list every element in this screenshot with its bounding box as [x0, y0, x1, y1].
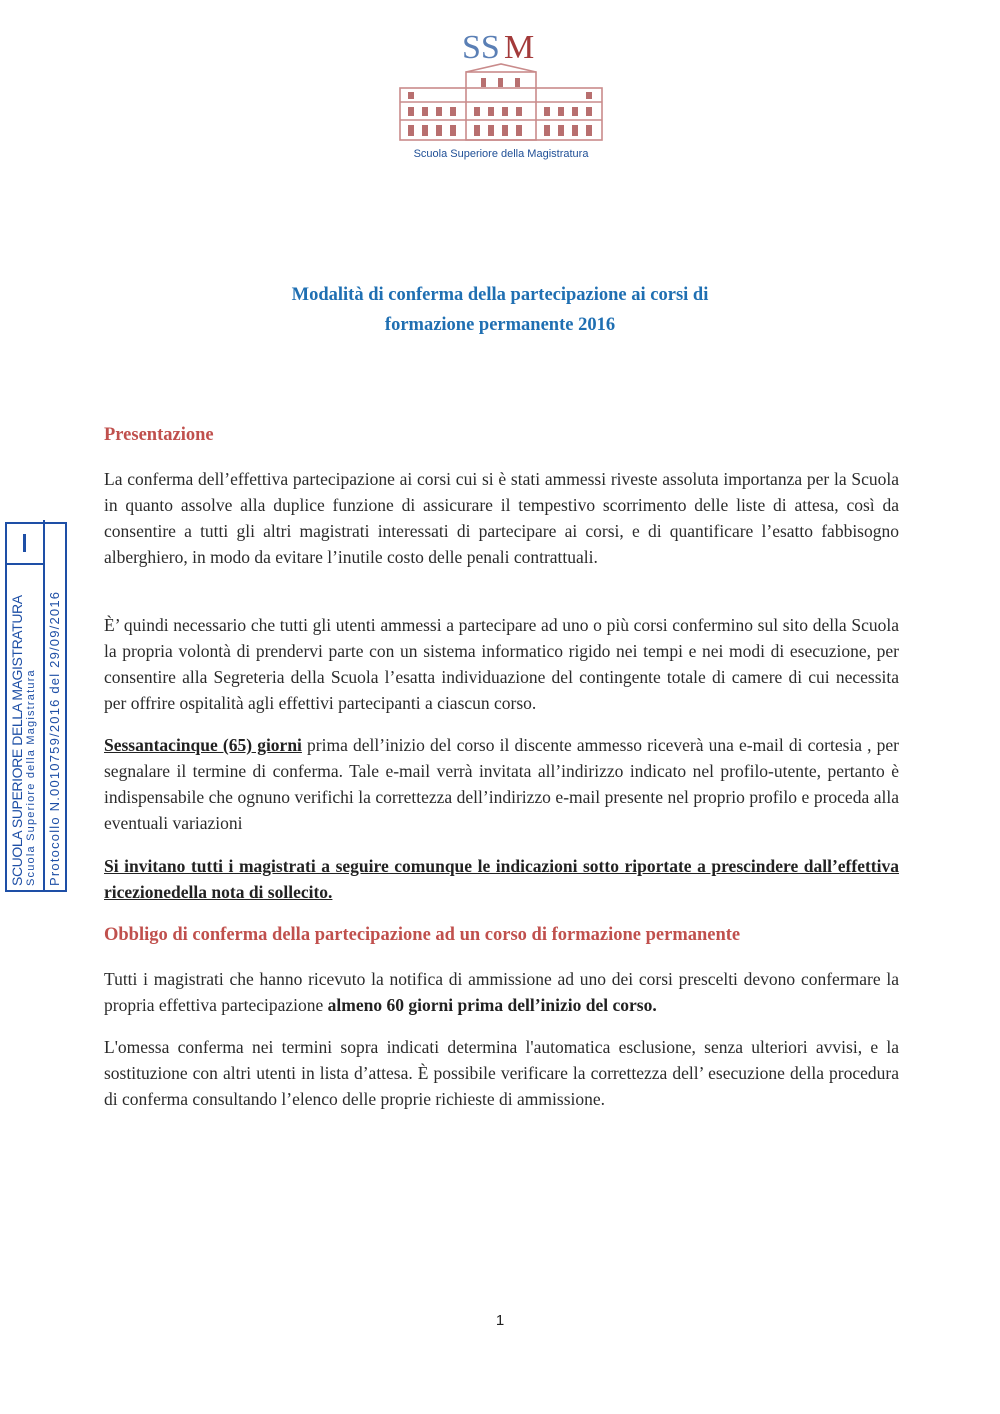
svg-text:SS: SS: [462, 29, 500, 66]
stamp-divider-vertical: [7, 563, 43, 565]
paragraph-obbligo-1: [104, 966, 899, 1018]
paragraph-presentazione-2: È’ quindi necessario che tutti gli utenti ammessi a partecipare ad uno o più corsi confermino sul sito della Scuola la propria volontà di prendervi parte con un sistema informatico rigido nei tempi e nei modi di esecuzione, per consentire alla Segreteria della Scuola l’esatta individuazione del contingente totale di camere di cui necessita per offrire ospitalità agli effettivi partecipanti a ciascun corso.: [104, 615, 899, 713]
stamp-line-2: Scuola Superiore della Magistratura: [25, 669, 37, 886]
ssm-logo: [396, 26, 606, 161]
title-line-1: Modalità di conferma della partecipazione ai corsi di: [291, 285, 709, 305]
paragraph-presentazione-1: La conferma dell’effettiva partecipazione ai corsi cui si è stati ammessi riveste assoluta importanza per la Scuola in quanto assolve alla duplice funzione di assicurare il tempestivo scorrimento delle liste di attesa, così da consentire a tutti gli altri magistrati interessati di partecipare ai corsi, e di quantificare l’esatto fabbisogno alberghiero, in modo da evitare l’inutile costo delle penali contrattuali.: [104, 469, 899, 567]
page-number: 1: [495, 1312, 505, 1329]
title-line-2: formazione permanente 2016: [384, 315, 616, 335]
document-title: [100, 280, 900, 340]
paragraph-presentazione-3-text: prima dell’inizio del corso il discente ammesso riceverà una e-mail di cortesia , per segnalare il termine di conferma. Tale e-mail verrà invitata all’indirizzo indicato nel profilo-utente, pertanto è indispensabile che ognuno verifichi la correttezza dell’indirizzo e-mail presente nel proprio profilo e proceda alla eventuali variazioni: [104, 735, 900, 833]
paragraph-invito: Si invitano tutti i magistrati a seguire comunque le indicazioni sotto riportate a prescindere dall’effettiva ricezionedella nota di sollecito.: [104, 856, 899, 902]
protocol-stamp: [5, 522, 67, 892]
stamp-dash-icon: [23, 534, 26, 552]
heading-presentazione: Presentazione: [104, 425, 214, 445]
stamp-line-1: SCUOLA SUPERIORE DELLA MAGISTRATURA: [9, 595, 25, 886]
paragraph-presentazione-3-emphasis: Sessantacinque (65) giorni: [104, 735, 302, 755]
heading-obbligo: Obbligo di conferma della partecipazione ad un corso di formazione permanente: [104, 925, 741, 945]
paragraph-obbligo-2: L'omessa conferma nei termini sopra indicati determina l'automatica esclusione, senza ulteriori avvisi, e la sostituzione con altri utenti in lista d’attesa. È possibile verificare la correttezza dell’ esecuzione della procedura di conferma consultando l’elenco delle proprie richieste di ammissione.: [104, 1037, 899, 1109]
paragraph-obbligo-1-emphasis: almeno 60 giorni prima dell’inizio del corso.: [327, 995, 657, 1015]
stamp-protocol-number: Protocollo N.0010759/2016 del 29/09/2016: [47, 590, 62, 886]
logo-caption: Scuola Superiore della Magistratura: [413, 148, 589, 160]
stamp-divider: [43, 520, 45, 890]
svg-text:M: M: [504, 29, 535, 66]
paragraph-obbligo-1-text: Tutti i magistrati che hanno ricevuto la notifica di ammissione ad uno dei corsi prescelti devono confermare la propria effettiva partecipazione: [104, 969, 899, 1015]
ssm-logo-graphic: [396, 26, 606, 161]
paragraph-presentazione-3: [104, 732, 899, 836]
